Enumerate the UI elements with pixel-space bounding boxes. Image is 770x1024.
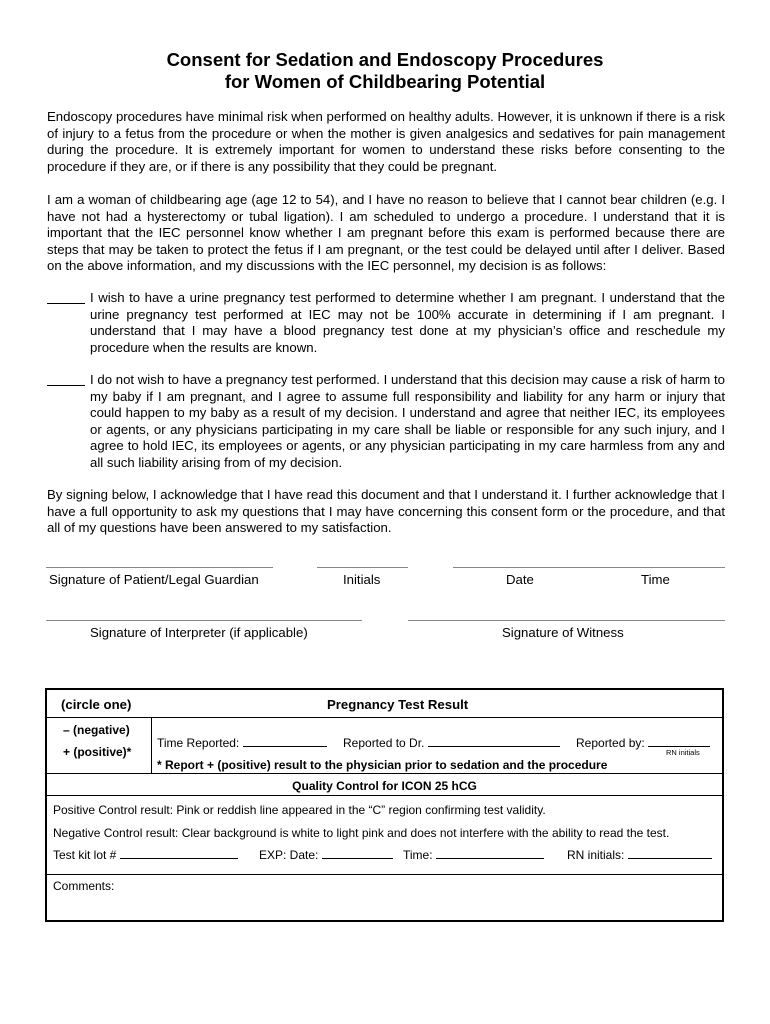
option-no-test-text: I do not wish to have a pregnancy test performed. I understand that this decision may cause a risk of harm to my baby if I am pregnant, and I agree to assume full responsibility and liability for any harm or injury that could happen to my baby as a result of my decision. I understand and agree that neither IEC, its employees or agents, or any physicians participating in my care shall be liable or responsible for any such injury, and I agree to hold IEC, its employees or agents, or any physician participating in my care harmless from any and all such liability arising from of my decision. xyxy=(90,372,725,470)
circle-one-label: (circle one) xyxy=(61,697,132,712)
interpreter-signature-line[interactable] xyxy=(46,620,362,621)
test-kit-lot-label: Test kit lot # xyxy=(53,848,117,862)
patient-signature-label: Signature of Patient/Legal Guardian xyxy=(49,572,259,587)
qc-header: Quality Control for ICON 25 hCG xyxy=(292,779,477,793)
time-reported-blank[interactable] xyxy=(243,735,327,747)
reported-to-blank[interactable] xyxy=(428,735,560,747)
comments-label[interactable]: Comments: xyxy=(53,879,115,893)
form-title xyxy=(0,49,770,93)
result-header: Pregnancy Test Result xyxy=(327,697,469,712)
option-no-test xyxy=(47,372,725,472)
option-test xyxy=(47,290,725,356)
time-reported xyxy=(157,735,327,751)
divider xyxy=(47,795,722,796)
negative-option[interactable]: – (negative) xyxy=(63,723,130,737)
statement-paragraph: I am a woman of childbearing age (age 12 to 54), and I have no reason to believe that I cannot bear children (e.g. I have not had a hysterectomy or tubal ligation). I am scheduled to undergo a procedure. I understand that it is important that the IEC personnel know whether I am pregnant before this exam is performed because there are steps that may be taken to protect the fetus if I am pregnant, or the test could be delayed until after I deliver. Based on the above information, and my discussions with the IEC personnel, my decision is as follows: xyxy=(47,192,725,274)
exp-date xyxy=(259,847,393,863)
rn-initials-small-label: RN initials xyxy=(666,748,700,757)
title-line-1: Consent for Sedation and Endoscopy Procedures xyxy=(166,49,604,70)
positive-control-text: Positive Control result: Pink or reddish line appeared in the “C” region confirming test validity. xyxy=(53,803,546,817)
divider xyxy=(47,874,722,875)
interpreter-signature-label: Signature of Interpreter (if applicable) xyxy=(90,625,308,640)
test-kit-lot-blank[interactable] xyxy=(120,847,238,859)
intro-paragraph: Endoscopy procedures have minimal risk when performed on healthy adults. However, it is unknown if there is a risk of injury to a fetus from the procedure or when the mother is given analgesics and sedatives for pain management during the procedure. It is extremely important for women to understand these risks before consenting to the procedure if they are, or if there is any possibility that they could be pregnant. xyxy=(47,109,725,174)
report-note: * Report + (positive) result to the physician prior to sedation and the procedure xyxy=(157,758,608,772)
initials-label: Initials xyxy=(343,572,381,587)
date-time-line[interactable] xyxy=(453,567,725,568)
rn-initials xyxy=(567,847,712,863)
initials-line[interactable] xyxy=(317,567,408,568)
divider xyxy=(47,773,722,774)
date-label: Date xyxy=(506,572,534,587)
qc-time-blank[interactable] xyxy=(436,847,544,859)
option-test-text: I wish to have a urine pregnancy test performed to determine whether I am pregnant. I understand that the urine pregnancy test performed at IEC may not be 100% accurate in determining if I am pregnant. I understand that I may have a blood pregnancy test done at my physician’s office and reschedule my procedure when the results are known. xyxy=(90,290,725,355)
reported-by-blank[interactable] xyxy=(648,735,710,747)
rn-initials-label: RN initials: xyxy=(567,848,625,862)
column-divider xyxy=(151,717,152,773)
witness-signature-line[interactable] xyxy=(408,620,725,621)
witness-signature-label: Signature of Witness xyxy=(502,625,624,640)
time-label: Time xyxy=(641,572,670,587)
time-reported-label: Time Reported: xyxy=(157,736,240,750)
reported-to-label: Reported to Dr. xyxy=(343,736,425,750)
exp-date-blank[interactable] xyxy=(322,847,393,859)
reported-to xyxy=(343,735,560,751)
acknowledge-paragraph: By signing below, I acknowledge that I have read this document and that I understand it. I further acknowledge that I have a full opportunity to ask my questions that I may have concerning this consent form or the procedure, and that all of my questions have been answered to my satisfaction. xyxy=(47,487,725,536)
test-kit-lot xyxy=(53,847,238,863)
divider xyxy=(47,717,722,718)
pregnancy-test-result-table xyxy=(45,688,724,922)
exp-date-label: EXP: Date: xyxy=(259,848,319,862)
rn-initials-blank[interactable] xyxy=(628,847,712,859)
positive-option[interactable]: + (positive)* xyxy=(63,745,132,759)
negative-control-text: Negative Control result: Clear background is white to light pink and does not interfere with the ability to read the test. xyxy=(53,826,670,840)
qc-time xyxy=(403,847,544,863)
reported-by-label: Reported by: xyxy=(576,736,645,750)
patient-signature-line[interactable] xyxy=(46,567,273,568)
title-line-2: for Women of Childbearing Potential xyxy=(224,71,546,92)
qc-time-label: Time: xyxy=(403,848,433,862)
